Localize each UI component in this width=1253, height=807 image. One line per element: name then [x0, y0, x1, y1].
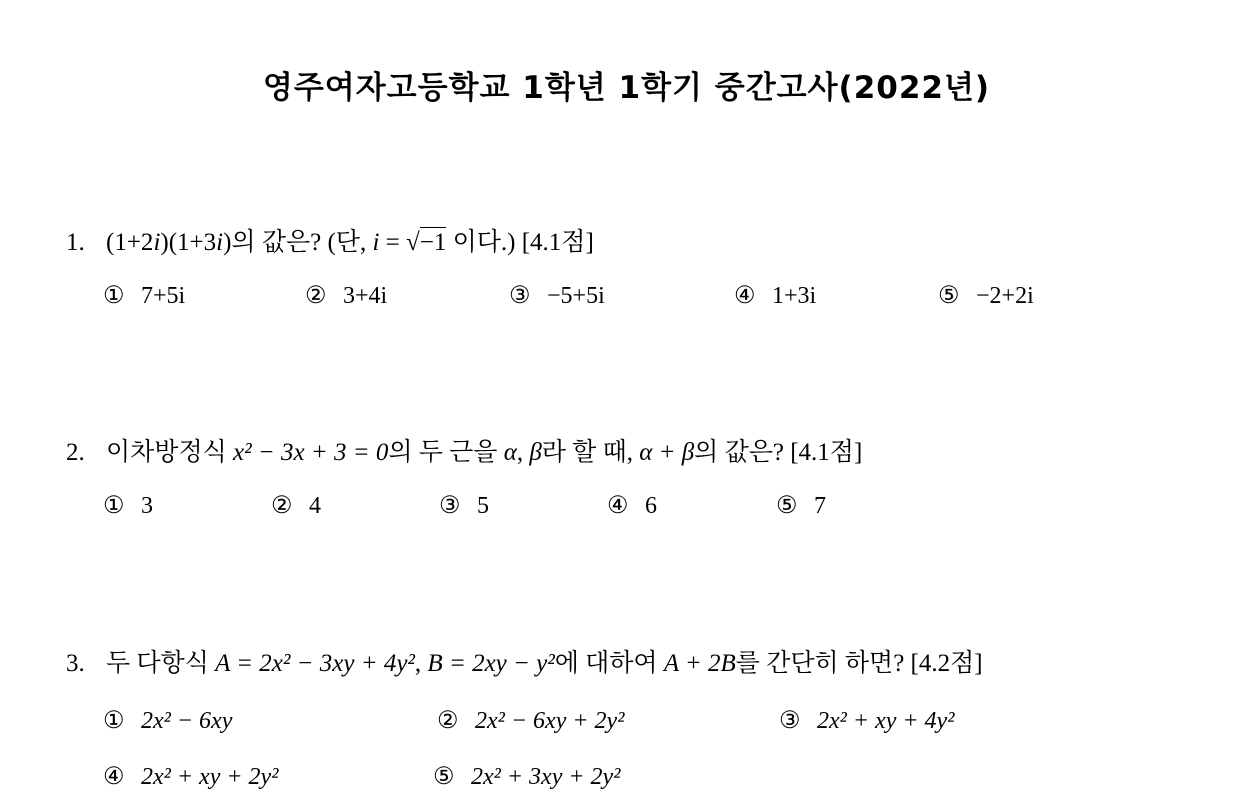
q1-option-5[interactable]: [938, 281, 1034, 311]
option-text: 3+4i: [343, 283, 388, 309]
option-text: 2x² − 6xy: [141, 708, 233, 734]
option-text: 6: [645, 493, 657, 519]
q1-option-3[interactable]: [509, 281, 605, 311]
q1-imag-unit: i: [153, 229, 161, 256]
q2-option-3[interactable]: [439, 491, 489, 521]
q2-option-5[interactable]: [776, 491, 826, 521]
q2-equation: x² − 3x + 3 = 0: [233, 439, 389, 466]
q1-option-1[interactable]: [103, 281, 185, 311]
q3-option-2[interactable]: [437, 706, 624, 736]
option-marker: ⑤: [938, 283, 960, 309]
option-marker: ①: [103, 708, 125, 734]
option-marker: ②: [271, 493, 293, 519]
option-marker: ③: [779, 708, 801, 734]
q1-equals-sqrt: = √: [379, 229, 420, 256]
q3-option-3[interactable]: [779, 706, 954, 736]
q1-part: )(1+3: [160, 229, 217, 256]
option-marker: ①: [103, 493, 125, 519]
q3-text: 에 대하여: [554, 650, 664, 677]
q3-option-5[interactable]: [433, 762, 620, 792]
q2-alpha: α: [503, 439, 517, 466]
q2-sum: α + β: [639, 439, 695, 466]
option-marker: ②: [437, 708, 459, 734]
q1-option-4[interactable]: [734, 281, 816, 311]
option-text: 2x² + 3xy + 2y²: [471, 764, 621, 790]
q1-radicand: −1: [419, 229, 447, 256]
option-text: 2x² + xy + 2y²: [141, 764, 279, 790]
question-1: [66, 228, 594, 258]
option-text: −5+5i: [547, 283, 605, 309]
option-marker: ④: [734, 283, 756, 309]
question-2: [66, 438, 862, 468]
exam-title: 영주여자고등학교 1학년 1학기 중간고사(2022년): [262, 70, 991, 106]
q2-comma: ,: [516, 439, 530, 466]
q3-expression-a: A = 2x² − 3xy + 4y²: [215, 650, 415, 677]
q3-text: 를 간단히 하면? [4.2점]: [735, 650, 983, 677]
q1-imag-unit: i: [216, 229, 224, 256]
q3-option-4[interactable]: [103, 762, 278, 792]
option-marker: ③: [509, 283, 531, 309]
option-text: 5: [477, 493, 489, 519]
q3-expression-c: A + 2B: [663, 650, 736, 677]
option-text: −2+2i: [976, 283, 1034, 309]
q1-tail: 이다.) [4.1점]: [446, 229, 594, 256]
option-marker: ④: [607, 493, 629, 519]
q2-text: 이차방정식: [106, 439, 234, 466]
question-number: 2.: [66, 439, 85, 466]
question-number: 3.: [66, 650, 85, 677]
question-number: 1.: [66, 229, 85, 256]
option-text: 4: [309, 493, 321, 519]
q2-option-2[interactable]: [271, 491, 321, 521]
option-text: 7+5i: [141, 283, 186, 309]
option-text: 2x² + xy + 4y²: [817, 708, 955, 734]
q3-expression-b: B = 2xy − y²: [427, 650, 555, 677]
option-text: 7: [814, 493, 826, 519]
q2-text: 의 두 근을: [388, 439, 504, 466]
q1-text: )의 값은? (단,: [223, 229, 373, 256]
option-marker: ⑤: [433, 764, 455, 790]
q2-option-4[interactable]: [607, 491, 657, 521]
q3-option-1[interactable]: [103, 706, 232, 736]
option-marker: ③: [439, 493, 461, 519]
q3-comma: ,: [414, 650, 428, 677]
q1-imag-unit: i: [372, 229, 380, 256]
q1-part: (1+2: [106, 229, 154, 256]
q3-text: 두 다항식: [106, 650, 216, 677]
option-marker: ④: [103, 764, 125, 790]
option-marker: ①: [103, 283, 125, 309]
q1-option-2[interactable]: [305, 281, 387, 311]
option-text: 3: [141, 493, 153, 519]
option-marker: ②: [305, 283, 327, 309]
q2-beta: β: [529, 439, 542, 466]
option-text: 1+3i: [772, 283, 817, 309]
option-text: 2x² − 6xy + 2y²: [475, 708, 625, 734]
question-3: [66, 649, 983, 679]
q2-option-1[interactable]: [103, 491, 153, 521]
option-marker: ⑤: [776, 493, 798, 519]
q2-text: 의 값은? [4.1점]: [694, 439, 863, 466]
q2-text: 라 할 때,: [541, 439, 640, 466]
